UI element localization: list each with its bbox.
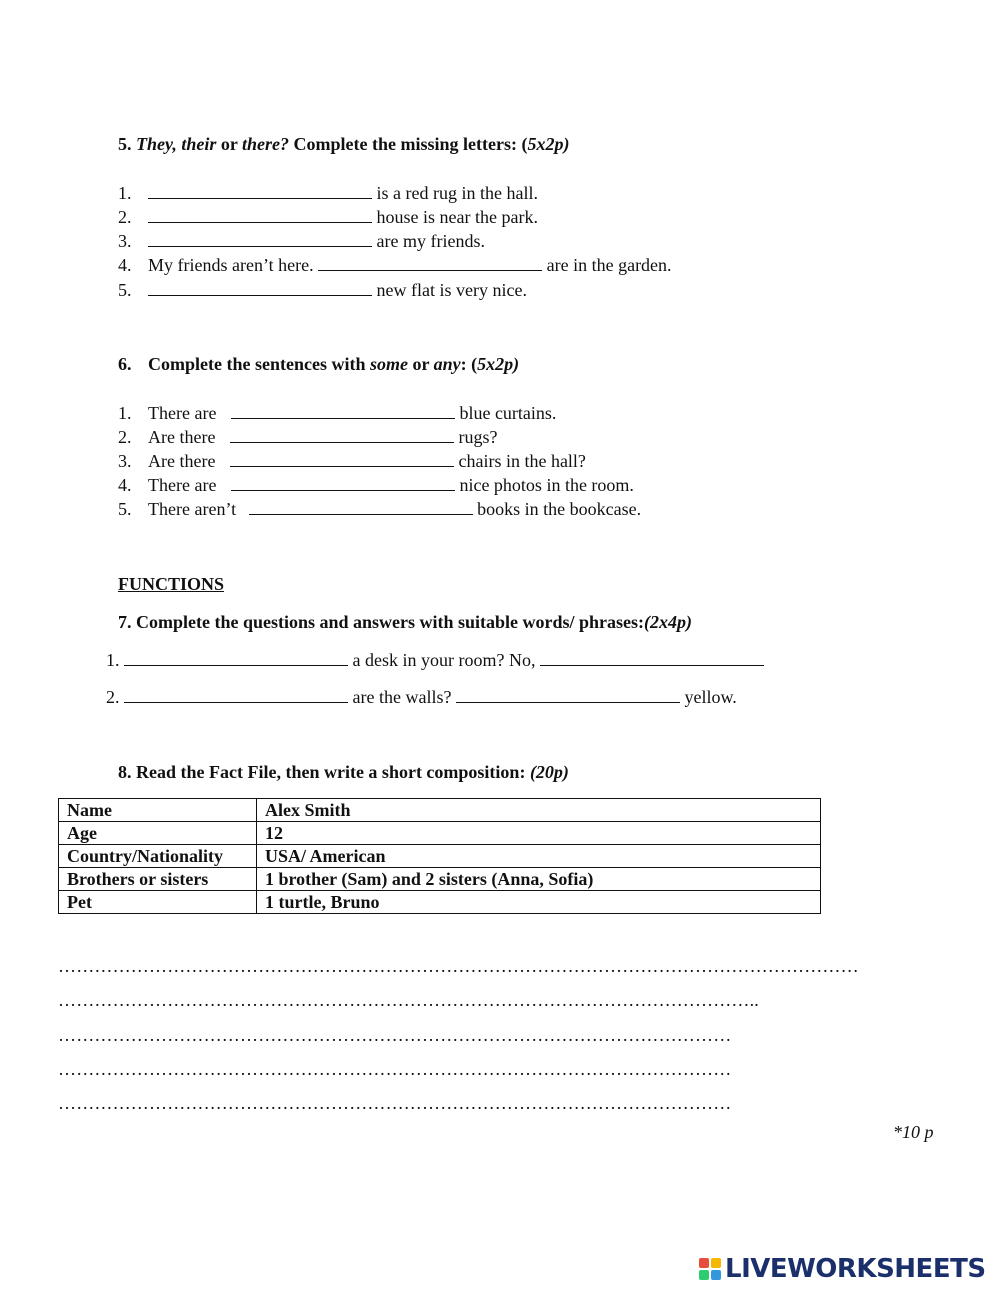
ex5-item-3: 3. are my friends. bbox=[118, 231, 485, 251]
answer-blank[interactable] bbox=[148, 232, 372, 247]
exercise-5-title: 5. They, their or there? Complete the missing letters: (5x2p) bbox=[118, 134, 570, 154]
fact-key: Country/Nationality bbox=[59, 845, 257, 868]
ex6-item-4: 4. There are nice photos in the room. bbox=[118, 475, 634, 495]
ex6-item-3: 3. Are there chairs in the hall? bbox=[118, 451, 586, 471]
logo-badge-icon bbox=[699, 1258, 721, 1280]
writing-line[interactable]: …………………………………………………………………………………………………….. bbox=[58, 990, 759, 1010]
answer-blank[interactable] bbox=[318, 256, 542, 271]
ex5-item-1: 1. is a red rug in the hall. bbox=[118, 183, 538, 203]
writing-line[interactable]: ………………………………………………………………………………………………… bbox=[58, 1093, 732, 1113]
ex7-item-2: 2. are the walls? yellow. bbox=[106, 687, 737, 707]
writing-line[interactable]: ………………………………………………………………………………………………… bbox=[58, 1025, 732, 1045]
answer-blank[interactable] bbox=[124, 651, 348, 666]
answer-blank[interactable] bbox=[148, 281, 372, 296]
logo-square bbox=[711, 1258, 721, 1268]
fact-value: USA/ American bbox=[257, 845, 821, 868]
table-row bbox=[59, 799, 821, 822]
functions-heading: FUNCTIONS bbox=[118, 574, 225, 594]
answer-blank[interactable] bbox=[231, 404, 455, 419]
logo-square bbox=[699, 1258, 709, 1268]
table-row bbox=[59, 891, 821, 914]
fact-key: Name bbox=[59, 799, 257, 822]
ex6-item-2: 2. Are there rugs? bbox=[118, 427, 498, 447]
answer-blank[interactable] bbox=[456, 688, 680, 703]
ex5-item-4: 4. My friends aren’t here. are in the garden. bbox=[118, 255, 672, 275]
ex7-item-1: 1. a desk in your room? No, bbox=[106, 650, 764, 671]
fact-file-table bbox=[58, 798, 821, 914]
ex6-item-1: 1. There are blue curtains. bbox=[118, 403, 557, 423]
table-row bbox=[59, 868, 821, 891]
writing-line[interactable]: …………………………………………………………………………………………………………………… bbox=[58, 956, 859, 976]
table-row bbox=[59, 845, 821, 868]
score-note: *10 p bbox=[893, 1122, 934, 1142]
table-row bbox=[59, 822, 821, 845]
answer-blank[interactable] bbox=[230, 452, 454, 467]
logo-square bbox=[699, 1270, 709, 1280]
fact-key: Age bbox=[59, 822, 257, 845]
fact-key: Brothers or sisters bbox=[59, 868, 257, 891]
fact-key: Pet bbox=[59, 891, 257, 914]
answer-blank[interactable] bbox=[124, 688, 348, 703]
writing-line[interactable]: ………………………………………………………………………………………………… bbox=[58, 1059, 732, 1079]
fact-value: 12 bbox=[257, 822, 821, 845]
answer-blank[interactable] bbox=[230, 428, 454, 443]
fact-value: Alex Smith bbox=[257, 799, 821, 822]
answer-blank[interactable] bbox=[249, 500, 473, 515]
ex6-item-5: 5. There aren’t books in the bookcase. bbox=[118, 499, 642, 519]
exercise-7-title: 7. Complete the questions and answers with suitable words/ phrases:(2x4p) bbox=[118, 612, 693, 632]
fact-value: 1 turtle, Bruno bbox=[257, 891, 821, 914]
exercise-6-title: 6. Complete the sentences with some or any: (5x2p) bbox=[118, 354, 520, 374]
answer-blank[interactable] bbox=[148, 208, 372, 223]
liveworksheets-logo bbox=[699, 1255, 986, 1283]
fact-value: 1 brother (Sam) and 2 sisters (Anna, Sofia) bbox=[257, 868, 821, 891]
answer-blank[interactable] bbox=[540, 651, 764, 666]
exercise-8-title: 8. Read the Fact File, then write a short composition: (20p) bbox=[118, 762, 569, 782]
answer-blank[interactable] bbox=[148, 184, 372, 199]
ex5-item-5: 5. new flat is very nice. bbox=[118, 280, 527, 300]
logo-square bbox=[711, 1270, 721, 1280]
answer-blank[interactable] bbox=[231, 476, 455, 491]
logo-text: LIVEWORKSHEETS bbox=[725, 1254, 986, 1284]
ex5-item-2: 2. house is near the park. bbox=[118, 207, 538, 227]
